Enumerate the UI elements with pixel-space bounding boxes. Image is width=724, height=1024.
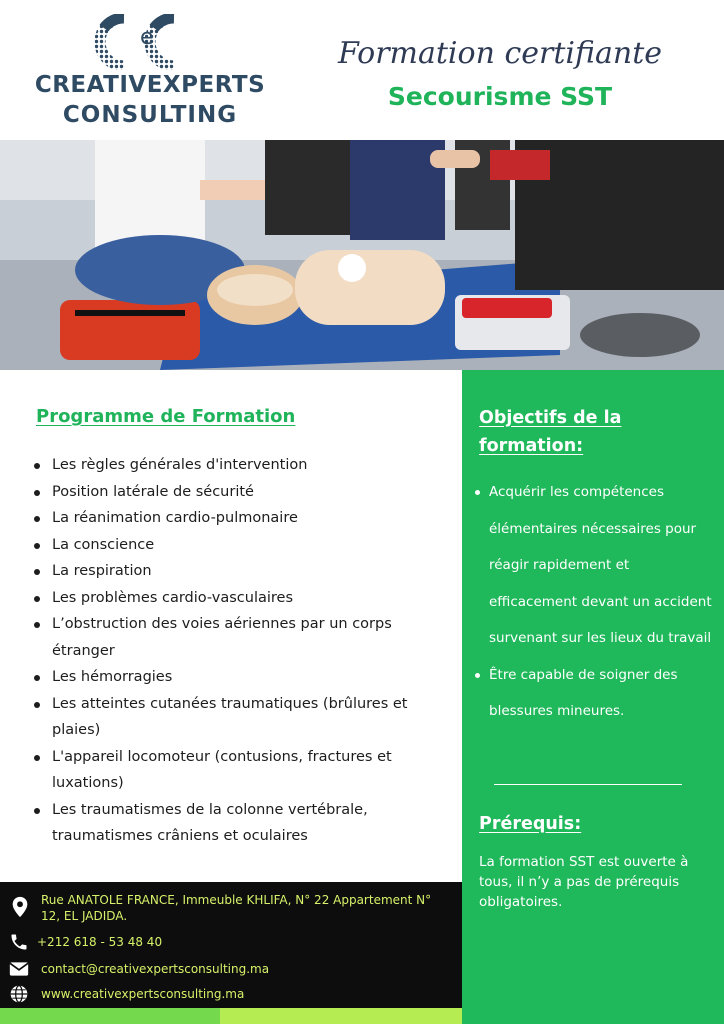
logo (30, 14, 270, 132)
svg-text:e: e (140, 25, 154, 50)
programme-item: La conscience (30, 532, 440, 559)
programme-item: L’obstruction des voies aériennes par un corps étranger (30, 611, 440, 664)
section-divider (494, 784, 682, 785)
logo-company-name: CREATIVEXPERTS (34, 72, 266, 98)
objectives-list (472, 474, 717, 730)
contact-footer (0, 882, 462, 1008)
cpr-training-illustration (0, 140, 724, 370)
globe-icon (9, 984, 29, 1004)
logo-company-subtitle: CONSULTING (62, 102, 238, 128)
phone-row (0, 932, 462, 952)
footer-accent-strip (0, 1008, 220, 1024)
programme-item: Position latérale de sécurité (30, 479, 440, 506)
phone-icon (9, 932, 29, 952)
programme-item: La respiration (30, 558, 440, 585)
objectives-panel (462, 370, 724, 1024)
email-link[interactable]: contact@creativexpertsconsulting.ma (41, 962, 270, 976)
logo-mark-icon (94, 14, 194, 70)
phone-link[interactable]: +212 618 - 53 48 40 (37, 935, 163, 949)
programme-item: Les traumatismes de la colonne vertébrale, traumatismes crâniens et oculaires (30, 797, 440, 850)
address-row (0, 892, 462, 926)
programme-item: Les atteintes cutanées traumatiques (brûlures et plaies) (30, 691, 440, 744)
prerequisites-text: La formation SST est ouverte à tous, il n’y a pas de prérequis obligatoires. (479, 854, 689, 910)
header-script-title: Formation certifiante (337, 36, 663, 71)
prerequisites-title: Prérequis: (479, 814, 582, 834)
programme-item: Les hémorragies (30, 664, 440, 691)
programme-item: Les problèmes cardio-vasculaires (30, 585, 440, 612)
programme-list (30, 452, 440, 850)
envelope-icon (9, 960, 29, 978)
objective-item: Acquérir les compétences élémentaires nécessaires pour réagir rapidement et efficacement devant un accident survenant sur les lieux du travail (472, 474, 717, 657)
programme-item: L'appareil locomoteur (contusions, fractures et luxations) (30, 744, 440, 797)
header (0, 0, 724, 140)
programme-item: La réanimation cardio-pulmonaire (30, 505, 440, 532)
objective-item: Être capable de soigner des blessures mineures. (472, 657, 717, 730)
objectives-title: Objectifs de la formation: (479, 408, 622, 456)
programme-section (0, 370, 462, 882)
location-pin-icon (9, 896, 31, 918)
footer-accent-strip-light (220, 1008, 462, 1024)
email-row (0, 959, 462, 979)
programme-item: Les règles générales d'intervention (30, 452, 440, 479)
programme-title: Programme de Formation (36, 406, 296, 427)
page-title: Secourisme SST (387, 82, 613, 111)
training-photo (0, 140, 724, 370)
address-text: Rue ANATOLE FRANCE, Immeuble KHLIFA, N° 22 Appartement N° 12, EL JADIDA. (41, 893, 432, 923)
website-row (0, 984, 462, 1004)
website-link[interactable]: www.creativexpertsconsulting.ma (41, 987, 245, 1001)
